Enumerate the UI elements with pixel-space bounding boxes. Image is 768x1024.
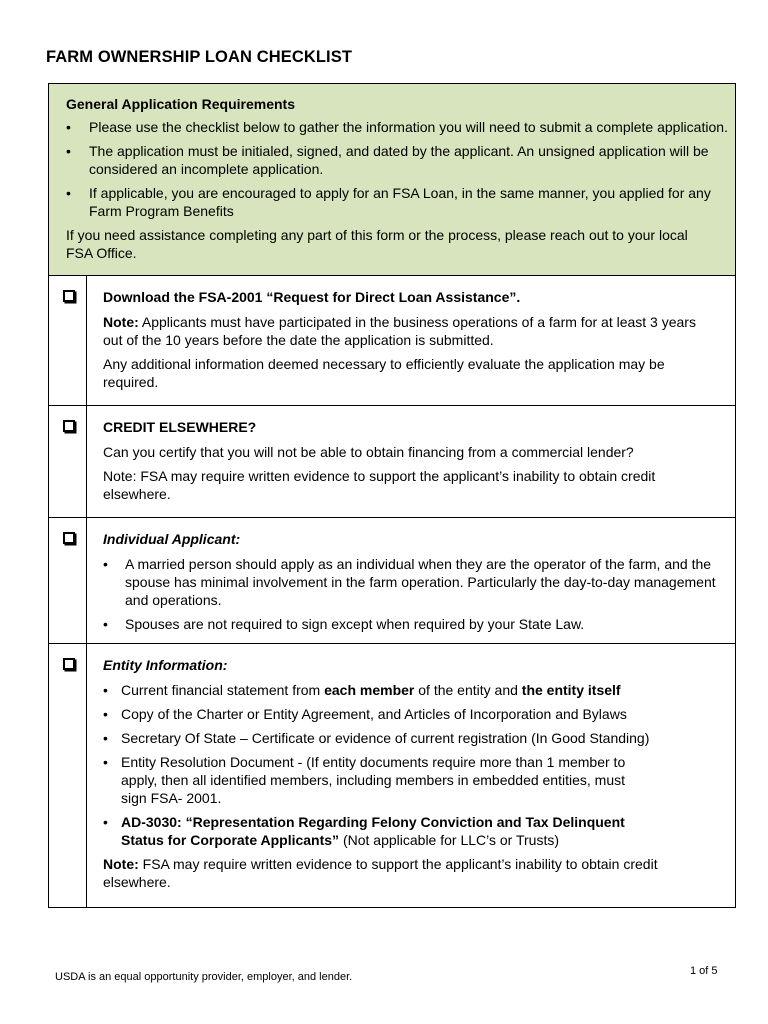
bullet-icon: • [66, 185, 71, 201]
item-heading: Individual Applicant: [103, 531, 241, 547]
bullet-icon: • [66, 119, 71, 135]
general-requirements [49, 84, 735, 276]
bullet-icon: • [103, 682, 108, 698]
checklist-row-entity [49, 644, 735, 907]
bullet-icon: • [103, 706, 108, 722]
general-heading: General Application Requirements [66, 96, 295, 112]
general-list [66, 118, 731, 220]
checklist-row-credit [49, 406, 735, 518]
item-text: Any additional information deemed necessary to efficiently evaluate the application may be required. [103, 356, 665, 390]
list-item: • Secretary Of State – Certificate or evidence of current registration (In Good Standing) [103, 730, 650, 746]
item-note: Note: FSA may require written evidence to support the applicant’s inability to obtain credit elsewhere. [103, 468, 656, 502]
item-heading: Entity Information: [103, 657, 228, 673]
item-note: Note: FSA may require written evidence to support the applicant’s inability to obtain credit elsewhere. [103, 856, 658, 890]
checkbox-icon[interactable] [63, 658, 75, 670]
item-heading: Download the FSA-2001 “Request for Direct Loan Assistance”. [103, 289, 521, 305]
list-item: • Please use the checklist below to gather the information you will need to submit a complete application. [66, 119, 728, 135]
list-item: • AD-3030: “Representation Regarding Felony Conviction and Tax Delinquent Status for Corporate Applicants” (Not applicable for LLC’s or Trusts) [103, 814, 625, 848]
checklist-row-individual [49, 518, 735, 644]
checkbox-cell [49, 644, 87, 907]
bullet-icon: • [103, 556, 108, 572]
bullet-icon: • [103, 616, 108, 632]
checkbox-cell [49, 276, 87, 405]
assistance-note: If you need assistance completing any part of this form or the process, please reach out to your local FSA Office. [66, 227, 688, 261]
footer-statement: USDA is an equal opportunity provider, employer, and lender. [55, 971, 353, 983]
item-note: Note: Applicants must have participated in the business operations of a farm for at least 3 years out of the 10 years before the date the application is submitted. [103, 314, 696, 348]
item-heading: CREDIT ELSEWHERE? [103, 419, 257, 435]
checkbox-icon[interactable] [63, 420, 75, 432]
bullet-icon: • [66, 143, 71, 159]
checkbox-icon[interactable] [63, 290, 75, 302]
checkbox-icon[interactable] [63, 532, 75, 544]
checklist-row-download [49, 276, 735, 406]
checklist-table [48, 83, 736, 908]
list-item: • Copy of the Charter or Entity Agreement, and Articles of Incorporation and Bylaws [103, 706, 627, 722]
checkbox-cell [49, 406, 87, 517]
list-item: • Current financial statement from each member of the entity and the entity itself [103, 682, 621, 698]
bullet-icon: • [103, 754, 108, 770]
bullet-icon: • [103, 814, 108, 830]
list-item: • If applicable, you are encouraged to apply for an FSA Loan, in the same manner, you applied for any Farm Program Benefits [66, 185, 711, 219]
page-number: 1 of 5 [690, 965, 718, 977]
page-title: FARM OWNERSHIP LOAN CHECKLIST [46, 48, 353, 66]
list-item: • The application must be initialed, signed, and dated by the applicant. An unsigned application will be considered an incomplete application. [66, 143, 709, 177]
bullet-icon: • [103, 730, 108, 746]
list-item: • Spouses are not required to sign except when required by your State Law. [103, 616, 585, 632]
list-item: • Entity Resolution Document - (If entity documents require more than 1 member to apply, then all identified members, including members in embedded entities, must sign FSA- 2001. [103, 754, 626, 806]
checkbox-cell [49, 518, 87, 643]
list-item: • A married person should apply as an individual when they are the operator of the farm, and the spouse has minimal involvement in the farm operation. Particularly the day-to-day management and operations. [103, 556, 716, 608]
item-text: Can you certify that you will not be able to obtain financing from a commercial lender? [103, 444, 634, 460]
